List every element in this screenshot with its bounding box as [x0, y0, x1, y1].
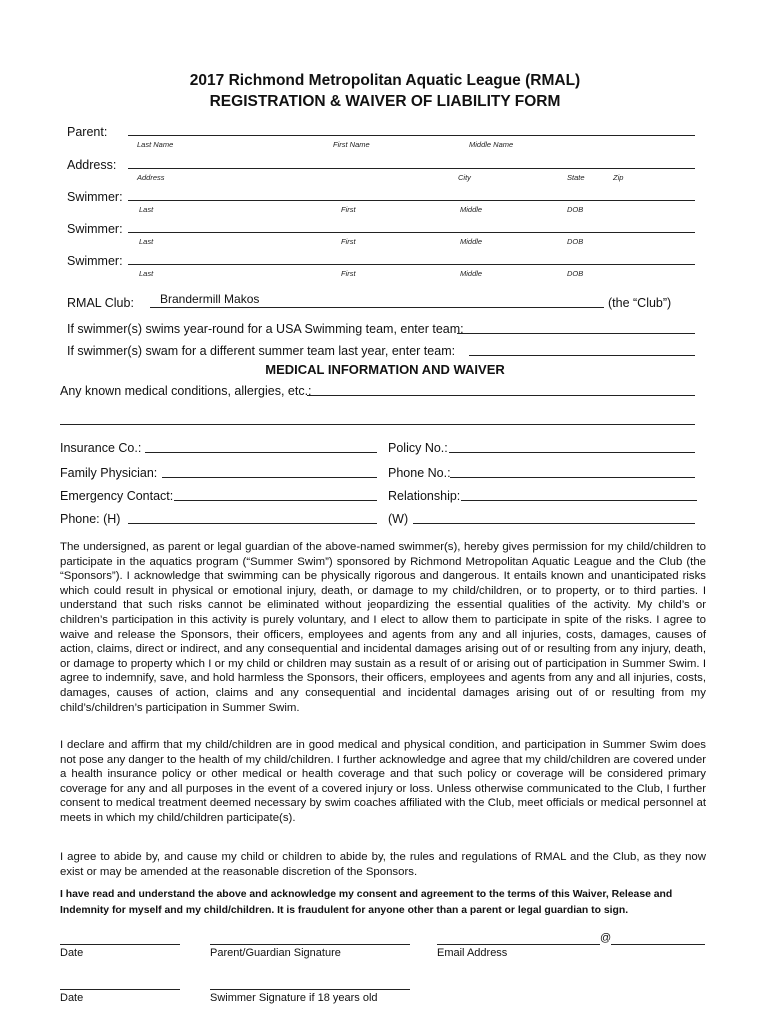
swimmer1-sub-middle: Middle: [460, 205, 483, 214]
club-field[interactable]: [150, 307, 604, 308]
address-field[interactable]: [128, 168, 695, 169]
email-user-field[interactable]: [437, 944, 600, 945]
address-sub-zip: Zip: [613, 173, 624, 182]
emergency-field[interactable]: [174, 500, 377, 501]
relationship-field[interactable]: [461, 500, 697, 501]
emergency-label: Emergency Contact:: [60, 489, 174, 503]
date2-field[interactable]: [60, 989, 180, 990]
swimmer1-sub-last: Last: [139, 205, 154, 214]
phone-no-field[interactable]: [450, 477, 695, 478]
swimmer-signature-label: Swimmer Signature if 18 years old: [210, 992, 378, 1004]
club-value: Brandermill Makos: [160, 292, 260, 306]
phone-work-label: (W): [388, 512, 409, 526]
swimmer2-sub-dob: DOB: [567, 237, 584, 246]
date1-field[interactable]: [60, 944, 180, 945]
acknowledgement-text: I have read and understand the above and acknowledge my consent and agreement to the terms of this Waiver, Release and Indemnity for myself and my child/children. It is fraudulent for anyone other than a parent or legal guardian to sign.: [60, 889, 673, 916]
swimmer1-field[interactable]: [128, 200, 695, 201]
parent-sub-first: First Name: [333, 140, 370, 149]
relationship-label: Relationship:: [388, 489, 461, 503]
usa-team-label: If swimmer(s) swims year-round for a USA Swimming team, enter team:: [67, 322, 464, 336]
physician-label: Family Physician:: [60, 466, 158, 480]
summer-team-label: If swimmer(s) swam for a different summer team last year, enter team:: [67, 344, 456, 358]
address-sub-city: City: [458, 173, 471, 182]
swimmer1-sub-dob: DOB: [567, 205, 584, 214]
insurance-label: Insurance Co.:: [60, 441, 142, 455]
conditions-field-line2[interactable]: [60, 424, 695, 425]
waiver-paragraph-2: I declare and affirm that my child/children are in good medical and physical condition, and participation in Summer Swim does not pose any danger to the health of my child/children. I further acknowledge and agree that my child/children are covered under a health insurance policy or other medical or health coverage and that such policy or coverage will be considered primary coverage for any and all purposes in the event of a covered injury or loss. Unless otherwise communicated to the Club, I further consent to medical treatment deemed necessary by swim coaches affiliated with the Club, meet officials or medical personnel at meets in which my child/children participate(s).: [60, 739, 706, 824]
insurance-field[interactable]: [145, 452, 377, 453]
conditions-label: Any known medical conditions, allergies, etc.:: [60, 384, 312, 398]
swimmer2-field[interactable]: [128, 232, 695, 233]
summer-team-field[interactable]: [469, 355, 695, 356]
club-label: RMAL Club:: [67, 296, 134, 310]
conditions-field[interactable]: [307, 395, 695, 396]
email-domain-field[interactable]: [611, 944, 705, 945]
swimmer3-label: Swimmer:: [67, 254, 123, 268]
swimmer3-sub-first: First: [341, 269, 356, 278]
swimmer3-sub-middle: Middle: [460, 269, 483, 278]
club-suffix: (the “Club”): [608, 296, 672, 310]
swimmer3-sub-dob: DOB: [567, 269, 584, 278]
phone-work-field[interactable]: [413, 523, 695, 524]
swimmer2-label: Swimmer:: [67, 222, 123, 236]
address-sub-state: State: [567, 173, 585, 182]
swimmer2-sub-last: Last: [139, 237, 154, 246]
usa-team-field[interactable]: [457, 333, 695, 334]
phone-no-label: Phone No.:: [388, 466, 451, 480]
phone-home-field[interactable]: [128, 523, 377, 524]
date2-label: Date: [60, 992, 84, 1004]
parent-name-field[interactable]: [128, 135, 695, 136]
parent-label: Parent:: [67, 125, 108, 139]
form-title-line2: REGISTRATION & WAIVER OF LIABILITY FORM: [209, 93, 561, 110]
swimmer1-sub-first: First: [341, 205, 356, 214]
phone-home-label: Phone: (H): [60, 512, 121, 526]
email-label: Email Address: [437, 947, 508, 959]
policy-field[interactable]: [449, 452, 695, 453]
address-sub-address: Address: [137, 173, 165, 182]
policy-label: Policy No.:: [388, 441, 448, 455]
swimmer3-sub-last: Last: [139, 269, 154, 278]
parent-signature-label: Parent/Guardian Signature: [210, 947, 341, 959]
swimmer3-field[interactable]: [128, 264, 695, 265]
swimmer2-sub-first: First: [341, 237, 356, 246]
parent-signature-field[interactable]: [210, 944, 410, 945]
swimmer2-sub-middle: Middle: [460, 237, 483, 246]
form-title-line1: 2017 Richmond Metropolitan Aquatic League (RMAL): [189, 72, 581, 89]
swimmer-signature-field[interactable]: [210, 989, 410, 990]
medical-heading: MEDICAL INFORMATION AND WAIVER: [265, 362, 505, 377]
parent-sub-middle: Middle Name: [469, 140, 514, 149]
waiver-paragraph-3: I agree to abide by, and cause my child or children to abide by, the rules and regulations of RMAL and the Club, as they now exist or may be amended at the reasonable discretion of the Sponsors.: [60, 851, 706, 878]
parent-sub-last: Last Name: [137, 140, 174, 149]
date1-label: Date: [60, 947, 84, 959]
physician-field[interactable]: [162, 477, 377, 478]
address-label: Address:: [67, 158, 117, 172]
swimmer1-label: Swimmer:: [67, 190, 123, 204]
waiver-paragraph-1: The undersigned, as parent or legal guardian of the above-named swimmer(s), hereby gives permission for my child/children to participate in the aquatics program (“Summer Swim”) sponsored by Richmond Metropolitan Aquatic League and the Club (the “Sponsors”). I acknowledge that swimming can be physically rigorous and dangerous. It entails known and unanticipated risks which could result in physical or emotional injury, death, or damage to my child/children, or to property, or to third parties. I understand that such risks cannot be eliminated without jeopardizing the essential qualities of the activity. My child’s or children’s participation in this activity is purely voluntary, and I elect to allow them to participate in spite of the risks. I agree to waive and release the Sponsors, their officers, employees and agents from any and all injuries, costs, damages, causes of action, claims, direct or indirect, and any consequential and incidental damages arising out of or resulting from any injury, death, or damage to property which I or my child or children may sustain as a result of or arising out of participation in Summer Swim. I agree to indemnify, save, and hold harmless the Sponsors, their officers, employees and agents from any and all injuries, costs, damages, causes of action, claims and any consequential and incidental damages arising out of or resulting from my child’s/children’s participation in Summer Swim.: [60, 541, 706, 714]
email-at-sign: @: [600, 932, 612, 944]
